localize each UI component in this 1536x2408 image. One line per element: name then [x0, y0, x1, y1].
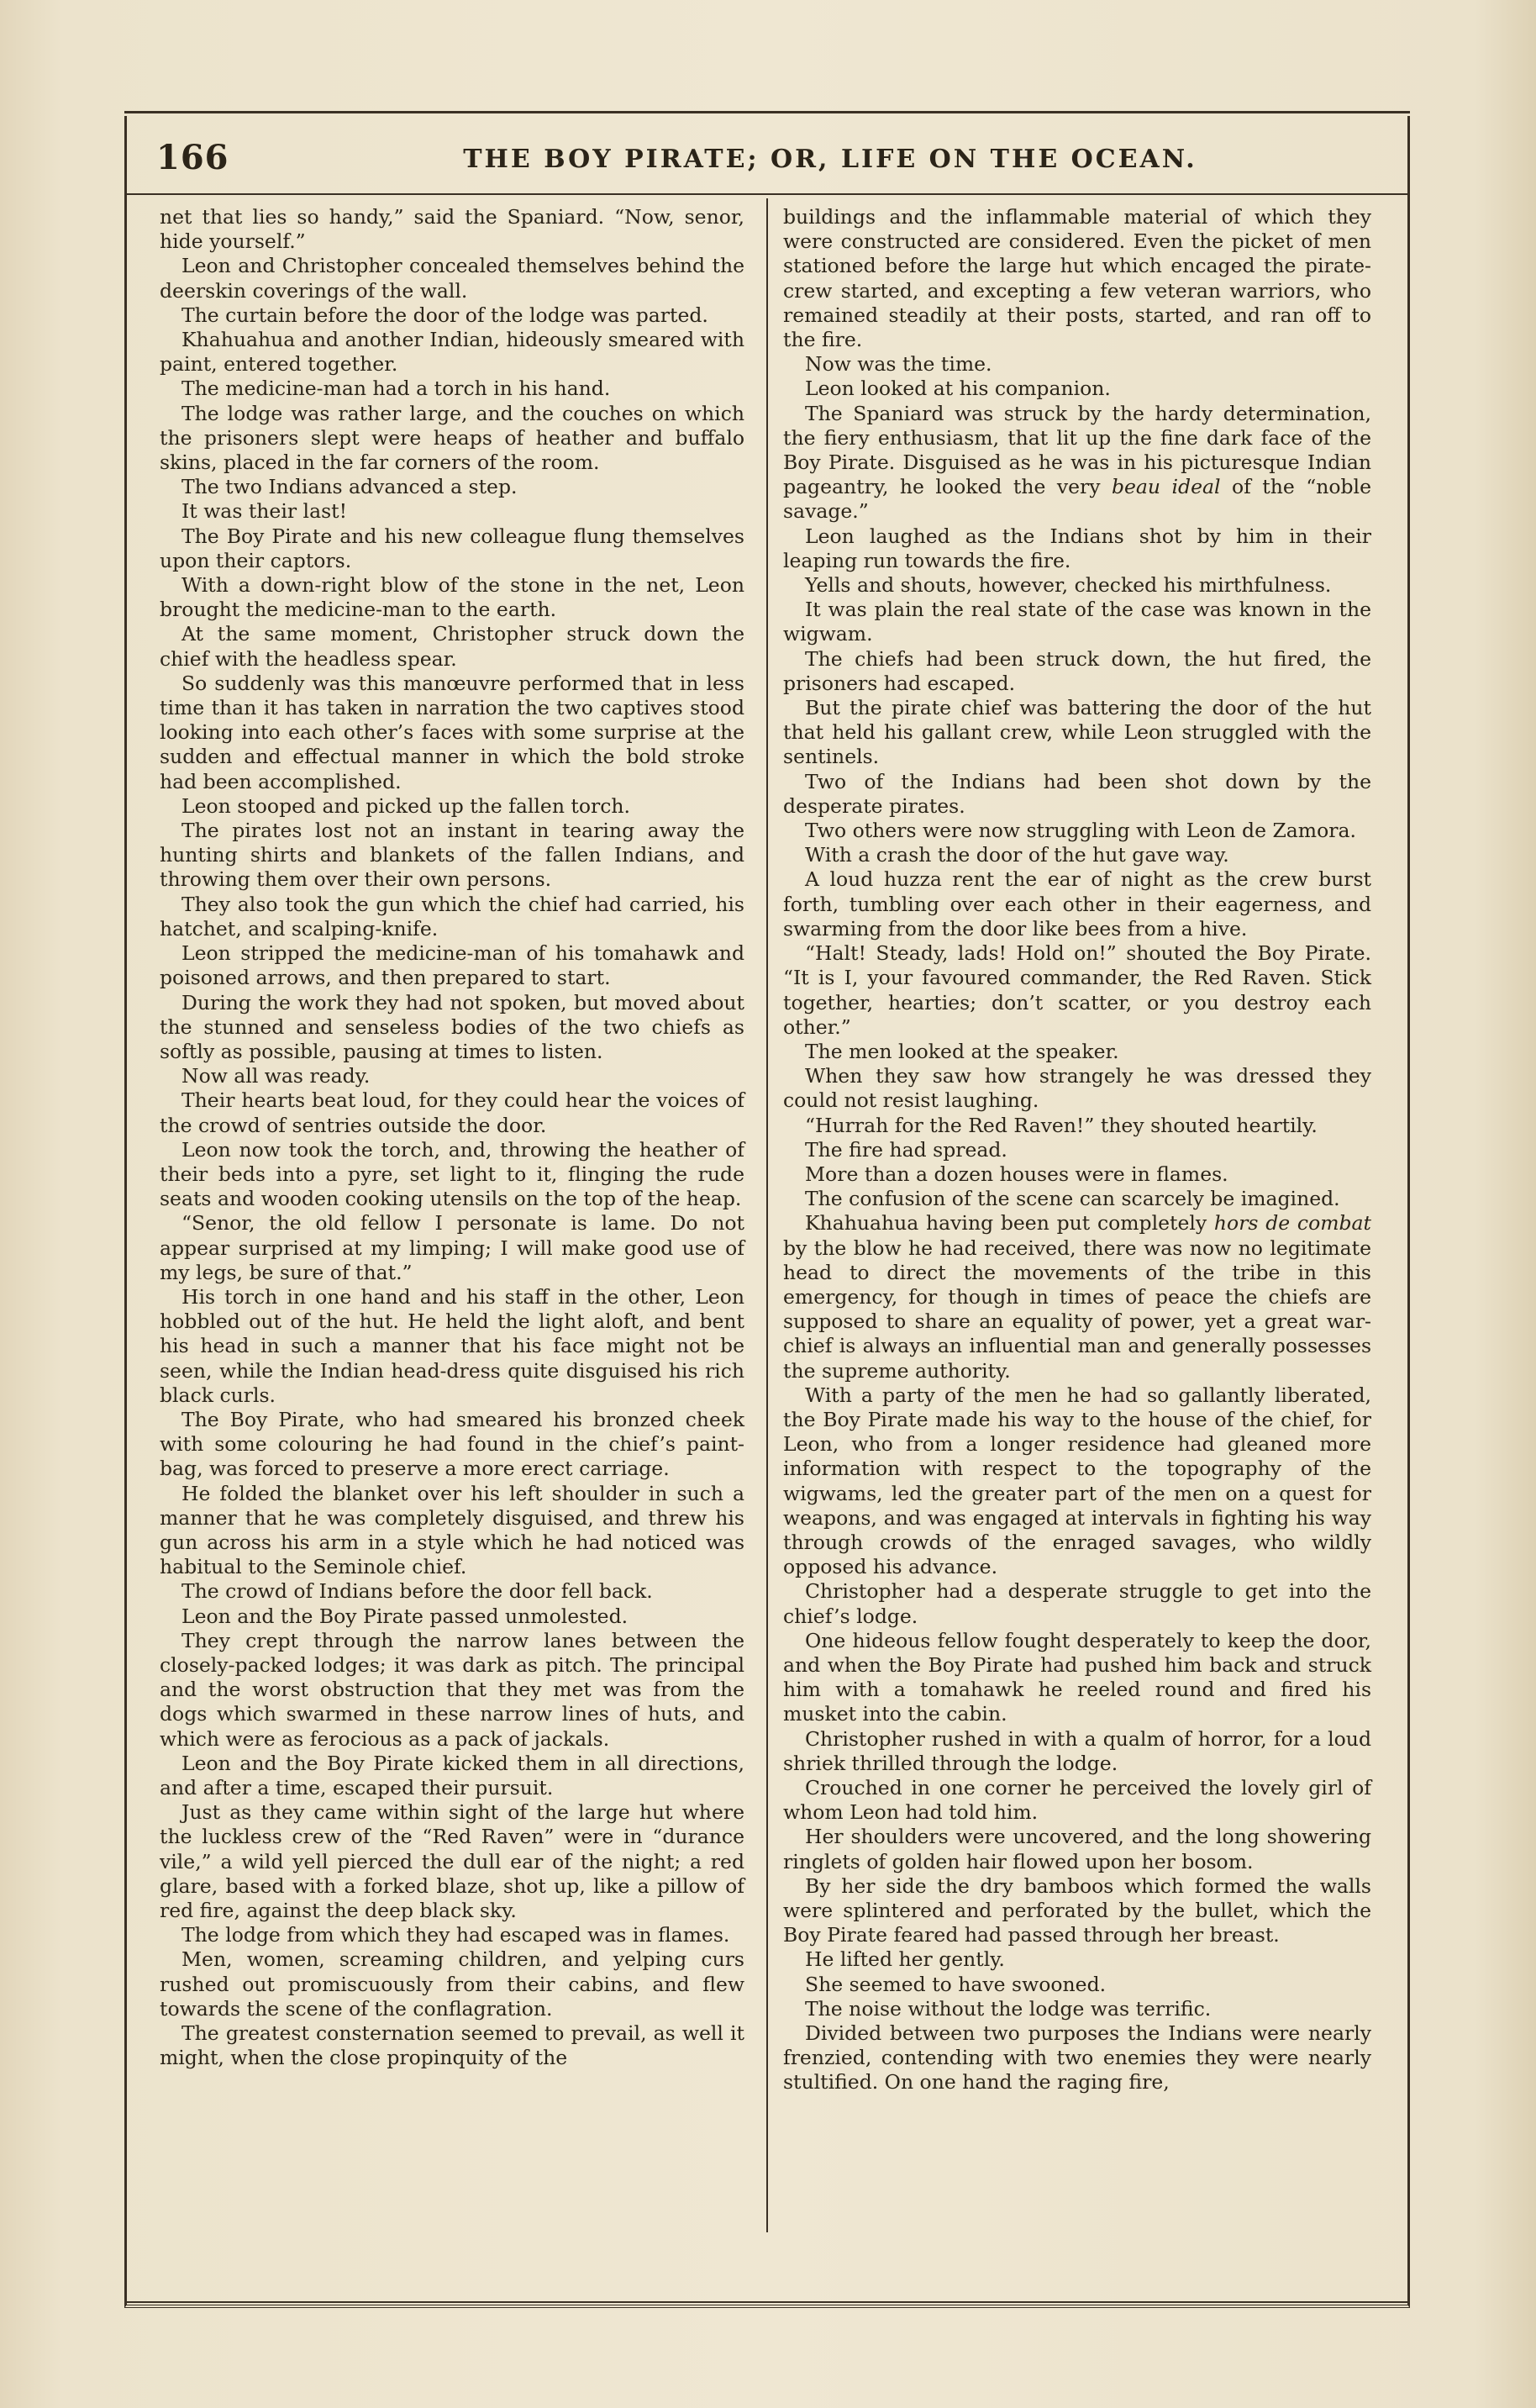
- paragraph: But the pirate chief was battering the door of the hut that held his gallant crew, while Leon struggled with the sentinels.: [783, 696, 1371, 769]
- paragraph: buildings and the inflammable material of which they were constructed are considered. Even the picket of men stationed before the large hut which encaged the pirate-crew started, and excepting a few veteran warriors, who remained steadily at their posts, started, and ran off to the fire.: [783, 205, 1371, 352]
- paragraph: Two of the Indians had been shot down by the desperate pirates.: [783, 769, 1371, 818]
- paragraph: More than a dozen houses were in flames.: [805, 1162, 1228, 1186]
- left-column: [160, 205, 744, 2070]
- paragraph: The curtain before the door of the lodge was parted.: [181, 303, 708, 327]
- paragraph: Leon stooped and picked up the fallen torch.: [181, 793, 631, 818]
- paragraph: Now was the time.: [805, 352, 992, 377]
- header-rule: [124, 193, 1410, 195]
- paragraph: Their hearts beat loud, for they could hear the voices of the crowd of sentries outside the door.: [160, 1088, 744, 1137]
- paragraph: Christopher rushed in with a qualm of horror, for a loud shriek thrilled through the lodge.: [783, 1726, 1371, 1775]
- paragraph: The men looked at the speaker.: [805, 1039, 1119, 1063]
- paragraph: The Spaniard was struck by the hardy determination, the fiery enthusiasm, that lit up the fine dark face of the Boy Pirate. Disguised as he was in his picturesque Indian pageantry, he looked the very beau ideal of the “noble savage.”: [783, 401, 1371, 524]
- paragraph: It was their last!: [181, 499, 348, 524]
- paragraph: His torch in one hand and his staff in the other, Leon hobbled out of the hut. He held the light aloft, and bent his head in such a manner that his face might not be seen, while the Indian head-dress quite disguised his rich black curls.: [160, 1284, 744, 1407]
- paragraph: Yells and shouts, however, checked his mirthfulness.: [805, 573, 1332, 598]
- paragraph: During the work they had not spoken, but moved about the stunned and senseless bodies of the two chiefs as softly as possible, pausing at times to listen.: [160, 990, 744, 1063]
- paragraph: They also took the gun which the chief had carried, his hatchet, and scalping-knife.: [160, 892, 744, 941]
- paragraph: Leon looked at his companion.: [805, 377, 1111, 401]
- paragraph: “Halt! Steady, lads! Hold on!” shouted the Boy Pirate. “It is I, your favoured commander, the Red Raven. Stick together, hearties; don’t scatter, or you destroy each other.”: [783, 941, 1371, 1039]
- bottom-rule: [124, 2301, 1410, 2303]
- paragraph: Now all was ready.: [181, 1064, 371, 1088]
- paragraph: Leon now took the torch, and, throwing the heather of their beds into a pyre, set light to it, flinging the rude seats and wooden cooking utensils on the top of the heap.: [160, 1137, 744, 1211]
- paragraph: Leon and the Boy Pirate kicked them in all directions, and after a time, escaped their pursuit.: [160, 1751, 744, 1799]
- paragraph: Just as they came within sight of the large hut where the luckless crew of the “Red Raven” were in “durance vile,” a wild yell pierced the dull ear of the night; a red glare, based with a forked blaze, shot up, like a pillow of red fire, against the deep black sky.: [160, 1800, 744, 1923]
- paragraph: Men, women, screaming children, and yelping curs rushed out promiscuously from their cabins, and flew towards the scene of the conflagration.: [160, 1947, 744, 2021]
- page-number: 166: [156, 138, 229, 177]
- paragraph: With a party of the men he had so gallantly liberated, the Boy Pirate made his way to the house of the chief, for Leon, who from a longer residence had gleaned more information with respect to the topography of the wigwams, led the greater part of the men on a quest for weapons, and was engaged at intervals in fighting his way through crowds of the enraged savages, who wildly opposed his advance.: [783, 1383, 1371, 1579]
- paragraph: He lifted her gently.: [805, 1947, 1005, 1972]
- paragraph: Leon laughed as the Indians shot by him in their leaping run towards the fire.: [783, 524, 1371, 572]
- paragraph: He folded the blanket over his left shoulder in such a manner that he was completely disguised, and threw his gun across his arm in a style which he had noticed was habitual to the Seminole chief.: [160, 1481, 744, 1579]
- paragraph: It was plain the real state of the case was known in the wigwam.: [783, 598, 1371, 646]
- paragraph: The pirates lost not an instant in tearing away the hunting shirts and blankets of the fallen Indians, and throwing them over their own persons.: [160, 819, 744, 892]
- paragraph: The lodge from which they had escaped was in flames.: [181, 1923, 730, 1947]
- paragraph: Khahuahua having been put completely hors de combat by the blow he had received, there was now no legitimate head to direct the movements of the tribe in this emergency, for though in times of peace the chiefs are supposed to share an equality of power, yet a great war-chief is always an influential man and generally possesses the supreme authority.: [783, 1211, 1372, 1383]
- paragraph: Crouched in one corner he perceived the lovely girl of whom Leon had told him.: [783, 1776, 1371, 1825]
- top-rule: [124, 111, 1410, 113]
- paragraph: The two Indians advanced a step.: [181, 475, 518, 499]
- paragraph: The noise without the lodge was terrific.: [805, 1996, 1212, 2021]
- paragraph: The chiefs had been struck down, the hut fired, the prisoners had escaped.: [783, 646, 1371, 695]
- paragraph: The medicine-man had a torch in his hand.: [181, 377, 611, 401]
- paragraph: Leon stripped the medicine-man of his tomahawk and poisoned arrows, and then prepared to start.: [160, 941, 744, 990]
- paragraph: The greatest consternation seemed to prevail, as well it might, when the close propinquity of the: [160, 2021, 744, 2070]
- paragraph: She seemed to have swooned.: [805, 1972, 1107, 1996]
- paragraph: net that lies so handy,” said the Spaniard. “Now, senor, hide yourself.”: [160, 205, 744, 254]
- paragraph: “Senor, the old fellow I personate is lame. Do not appear surprised at my limping; I will make good use of my legs, be sure of that.”: [160, 1211, 744, 1284]
- right-column: [783, 205, 1371, 2095]
- page-header: [124, 133, 1410, 192]
- paragraph: With a crash the door of the hut gave way.: [805, 843, 1229, 867]
- paragraph: The lodge was rather large, and the couches on which the prisoners slept were heaps of heather and buffalo skins, placed in the far corners of the room.: [160, 401, 744, 475]
- paragraph: At the same moment, Christopher struck down the chief with the headless spear.: [160, 622, 744, 671]
- paragraph: Leon and the Boy Pirate passed unmolested.: [181, 1604, 629, 1628]
- paragraph: Khahuahua and another Indian, hideously smeared with paint, entered together.: [160, 328, 744, 377]
- paragraph: Leon and Christopher concealed themselves behind the deerskin coverings of the wall.: [160, 254, 744, 303]
- column-divider: [766, 198, 768, 2232]
- paragraph: By her side the dry bamboos which formed the walls were splintered and perforated by the bullet, which the Boy Pirate feared had passed through her breast.: [783, 1873, 1371, 1947]
- paragraph: Divided between two purposes the Indians were nearly frenzied, contending with two enemies they were nearly stultified. On one hand the raging fire,: [783, 2021, 1371, 2094]
- paragraph: Two others were now struggling with Leon de Zamora.: [805, 819, 1356, 843]
- paragraph: “Hurrah for the Red Raven!” they shouted heartily.: [805, 1113, 1318, 1137]
- paragraph: The confusion of the scene can scarcely be imagined.: [805, 1187, 1340, 1211]
- paragraph: The Boy Pirate and his new colleague flung themselves upon their captors.: [160, 524, 744, 572]
- paragraph: A loud huzza rent the ear of night as the crew burst forth, tumbling over each other in their eagerness, and swarming from the door like bees from a hive.: [783, 867, 1371, 941]
- paragraph: The fire had spread.: [805, 1137, 1007, 1162]
- paragraph: The Boy Pirate, who had smeared his bronzed cheek with some colouring he had found in the chief’s paint-bag, was forced to preserve a more erect carriage.: [160, 1407, 744, 1481]
- paragraph: Her shoulders were uncovered, and the long showering ringlets of golden hair flowed upon her bosom.: [783, 1825, 1371, 1873]
- running-title: THE BOY PIRATE; OR, LIFE ON THE OCEAN.: [463, 145, 1197, 174]
- paragraph: The crowd of Indians before the door fell back.: [181, 1579, 653, 1604]
- paragraph: When they saw how strangely he was dressed they could not resist laughing.: [783, 1064, 1371, 1113]
- paragraph: So suddenly was this manœuvre performed that in less time than it has taken in narration the two captives stood looking into each other’s faces with some surprise at the sudden and effectual manner in which the bold stroke had been accomplished.: [160, 671, 744, 793]
- paragraph: Christopher had a desperate struggle to get into the chief’s lodge.: [783, 1579, 1371, 1628]
- paragraph: One hideous fellow fought desperately to keep the door, and when the Boy Pirate had pushed him back and struck him with a tomahawk he reeled round and fired his musket into the cabin.: [783, 1628, 1371, 1726]
- paragraph: With a down-right blow of the stone in the net, Leon brought the medicine-man to the earth.: [160, 573, 744, 622]
- paragraph: They crept through the narrow lanes between the closely-packed lodges; it was dark as pitch. The principal and the worst obstruction that they met was from the dogs which swarmed in these narrow lines of huts, and which were as ferocious as a pack of jackals.: [160, 1628, 744, 1751]
